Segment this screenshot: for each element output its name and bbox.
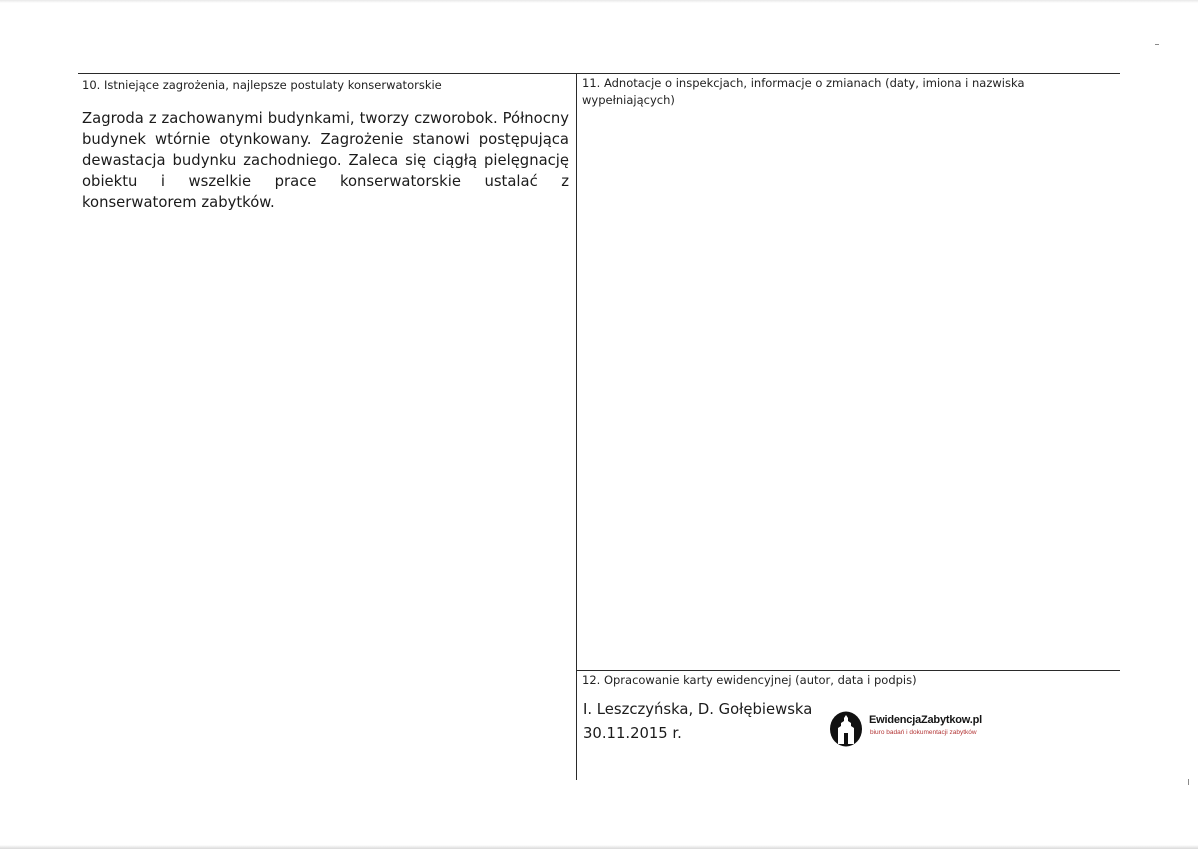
section-11-label: 11. Adnotacje o inspekcjach, informacje o zmianach (daty, imiona i nazwiska wypełniających) <box>582 76 1025 107</box>
scan-edge-bottom <box>0 845 1198 849</box>
section-12-label: 12. Opracowanie karty ewidencyjnej (autor, data i podpis) <box>582 673 917 687</box>
date-text: 30.11.2015 r. <box>583 725 682 742</box>
scan-speck <box>1155 44 1159 45</box>
logo-name: EwidencjaZabytkow.pl <box>869 714 982 726</box>
authors-text: I. Leszczyńska, D. Gołębiewska <box>583 701 813 718</box>
section-10-text: Zagroda z zachowanymi budynkami, tworzy czworobok. Północny budynek wtórnie otynkowany. Zagrożenie stanowi postępująca dewastacja budynku zachodniego. Zaleca się ciągłą pielęgnację obiektu i wszelkie prace konserwatorskie ustalać z konserwatorem zabytków. <box>82 110 569 211</box>
top-rule <box>78 73 1120 74</box>
logo-tagline: biuro badań i dokumentacji zabytków <box>870 729 977 736</box>
scan-speck <box>1188 779 1189 785</box>
section-12-content <box>583 698 812 746</box>
company-logo <box>829 711 999 747</box>
section-10-label: 10. Istniejące zagrożenia, najlepsze postulaty konserwatorskie <box>82 78 442 92</box>
section-12-rule <box>576 670 1120 671</box>
scan-edge-top <box>0 0 1198 3</box>
column-divider <box>576 73 577 780</box>
building-silhouette-icon <box>829 711 863 747</box>
